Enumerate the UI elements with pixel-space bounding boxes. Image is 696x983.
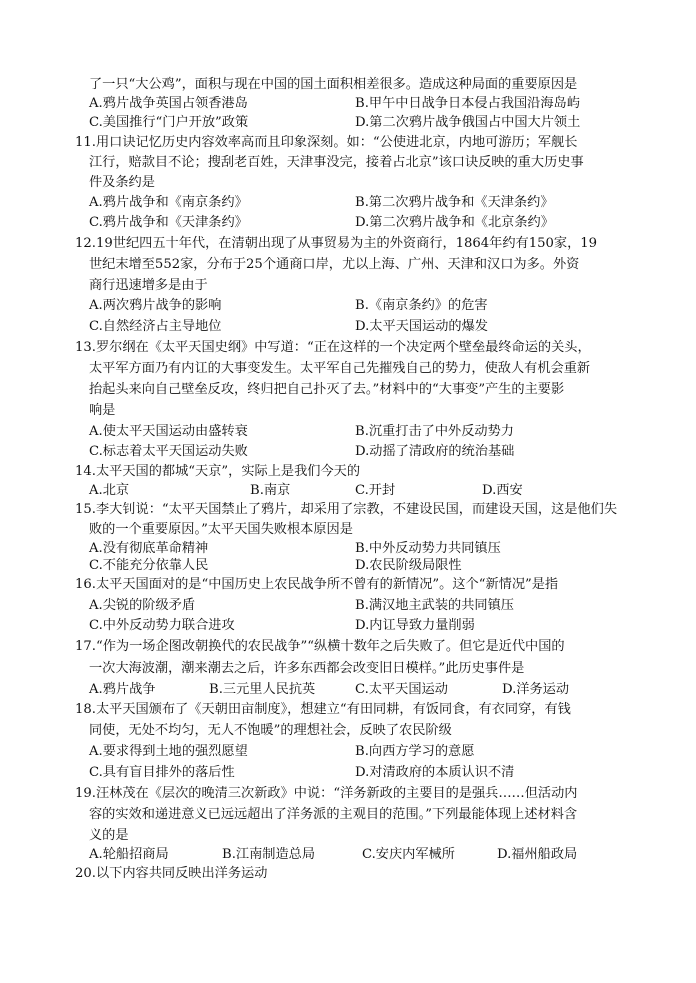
option-b: B.沉重打击了中外反动势力 — [355, 424, 514, 439]
option-c: C.美国推行“门户开放”政策 — [89, 115, 249, 130]
option-c: C.具有盲目排外的落后性 — [89, 765, 235, 780]
question-text-line: 抬起头来向自己壁垒反攻，终归把自己扑灭了去。”材料中的“大事变”产生的主要影 — [89, 382, 565, 397]
option-a: A.两次鸦片战争的影响 — [89, 298, 222, 313]
question-11-text: 11.用口诀记忆历史内容效率高而且印象深刻。如：“公使进北京，内地可游历；军舰长 — [75, 135, 578, 150]
option-b: B.第二次鸦片战争和《天津条约》 — [355, 195, 554, 210]
option-a: A.尖锐的阶级矛盾 — [89, 598, 196, 613]
option-d: D.农民阶级局限性 — [355, 558, 462, 573]
option-b: B.甲午中日战争日本侵占我国沿海岛屿 — [355, 96, 580, 111]
option-a: A.鸦片战争英国占领香港岛 — [89, 96, 248, 111]
question-text-line: 同使，无处不均匀，无人不饱暖”的理想社会，反映了农民阶级 — [89, 723, 452, 738]
option-a: A.使太平天国运动由盛转衰 — [89, 424, 248, 439]
option-a: A.要求得到土地的强烈愿望 — [89, 744, 248, 759]
question-text-line: 了一只“大公鸡”，面积与现在中国的国土面积相差很多。造成这种局面的重要原因是 — [89, 77, 578, 92]
option-a: A.没有彻底革命精神 — [89, 541, 209, 556]
question-16-text: 16.太平天国面对的是“中国历史上农民战争所不曾有的新情况”。这个“新情况”是指 — [75, 577, 559, 592]
question-18-text: 18.太平天国颁布了《天朝田亩制度》，想建立“有田同耕，有饭同食，有衣同穿，有钱 — [75, 702, 571, 717]
question-15-text: 15.李大钊说：“太平天国禁止了鸦片，却采用了宗教，不建设民国，而建设天国，这是他们失 — [75, 502, 618, 517]
question-17-text: 17.“作为一场企图改朝换代的农民战争”“纵横十数年之后失败了。但它是近代中国的 — [75, 639, 565, 654]
option-d: D.内讧导致力量削弱 — [355, 618, 475, 633]
option-a: A.鸦片战争 — [89, 682, 156, 697]
question-text-line: 商行迅速增多是由于 — [89, 278, 208, 293]
option-b: B.南京 — [250, 483, 291, 498]
question-text-line: 败的一个重要原因。”太平天国失败根本原因是 — [89, 522, 353, 537]
option-c: C.开封 — [355, 483, 396, 498]
option-b: B.向西方学习的意愿 — [355, 744, 475, 759]
option-b: B.满汉地主武装的共同镇压 — [355, 598, 514, 613]
option-d: D.福州船政局 — [497, 847, 578, 862]
option-d: D.第二次鸦片战争和《北京条约》 — [355, 215, 554, 230]
question-text-line: 响是 — [89, 403, 116, 418]
option-d: D.太平天国运动的爆发 — [355, 319, 488, 334]
option-d: D.第二次鸦片战争俄国占中国大片领土 — [355, 115, 581, 130]
option-c: C.安庆内军械所 — [362, 847, 455, 862]
option-b: B.《南京条约》的危害 — [355, 298, 488, 313]
question-text-line: 世纪末增至552家，分布于25个通商口岸，尤以上海、广州、天津和汉口为多。外资 — [89, 257, 580, 272]
option-d: D.西安 — [482, 483, 523, 498]
question-text-line: 一次大海波潮，潮来潮去之后，许多东西都会改变旧日模样。”此历史事件是 — [89, 661, 525, 676]
option-d: D.动摇了清政府的统治基础 — [355, 444, 515, 459]
option-b: B.中外反动势力共同镇压 — [355, 541, 501, 556]
option-a: A.北京 — [89, 483, 130, 498]
option-c: C.标志着太平天国运动失败 — [89, 444, 248, 459]
option-c: C.自然经济占主导地位 — [89, 319, 222, 334]
question-20-text: 20.以下内容共同反映出洋务运动 — [75, 866, 268, 881]
question-text-line: 容的实效和递进意义已远远超出了洋务派的主观目的范围。”下列最能体现上述材料含 — [89, 807, 578, 822]
option-c: C.中外反动势力联合进攻 — [89, 618, 235, 633]
question-14-text: 14.太平天国的都城“天京”，实际上是我们今天的 — [75, 464, 361, 479]
option-c: C.不能充分依靠人民 — [89, 558, 209, 573]
option-d: D.对清政府的本质认识不清 — [355, 765, 515, 780]
question-text-line: 太平军方面乃有内讧的大事变发生。太平军自己先摧残自己的势力，使敌人有机会重新 — [89, 361, 591, 376]
option-c: C.太平天国运动 — [355, 682, 448, 697]
question-12-text: 12.19世纪四五十年代，在清朝出现了从事贸易为主的外资商行，1864年约有150家，19 — [75, 236, 598, 251]
option-b: B.三元里人民抗英 — [209, 682, 316, 697]
option-b: B.江南制造总局 — [222, 847, 316, 862]
option-c: C.鸦片战争和《天津条约》 — [89, 215, 248, 230]
question-text-line: 件及条约是 — [89, 175, 155, 190]
question-19-text: 19.汪林茂在《层次的晚清三次新政》中说：“洋务新政的主要目的是强兵……但活动内 — [75, 786, 578, 801]
question-text-line: 义的是 — [89, 828, 129, 843]
option-a: A.鸦片战争和《南京条约》 — [89, 195, 248, 210]
option-a: A.轮船招商局 — [89, 847, 169, 862]
question-text-line: 江行，赔款目不论；搜刮老百姓，天津事没完，接着占北京”该口诀反映的重大历史事 — [89, 155, 584, 170]
option-d: D.洋务运动 — [502, 682, 570, 697]
question-13-text: 13.罗尔纲在《太平天国史纲》中写道：“正在这样的一个决定两个壁垒最终命运的关头， — [75, 340, 591, 355]
